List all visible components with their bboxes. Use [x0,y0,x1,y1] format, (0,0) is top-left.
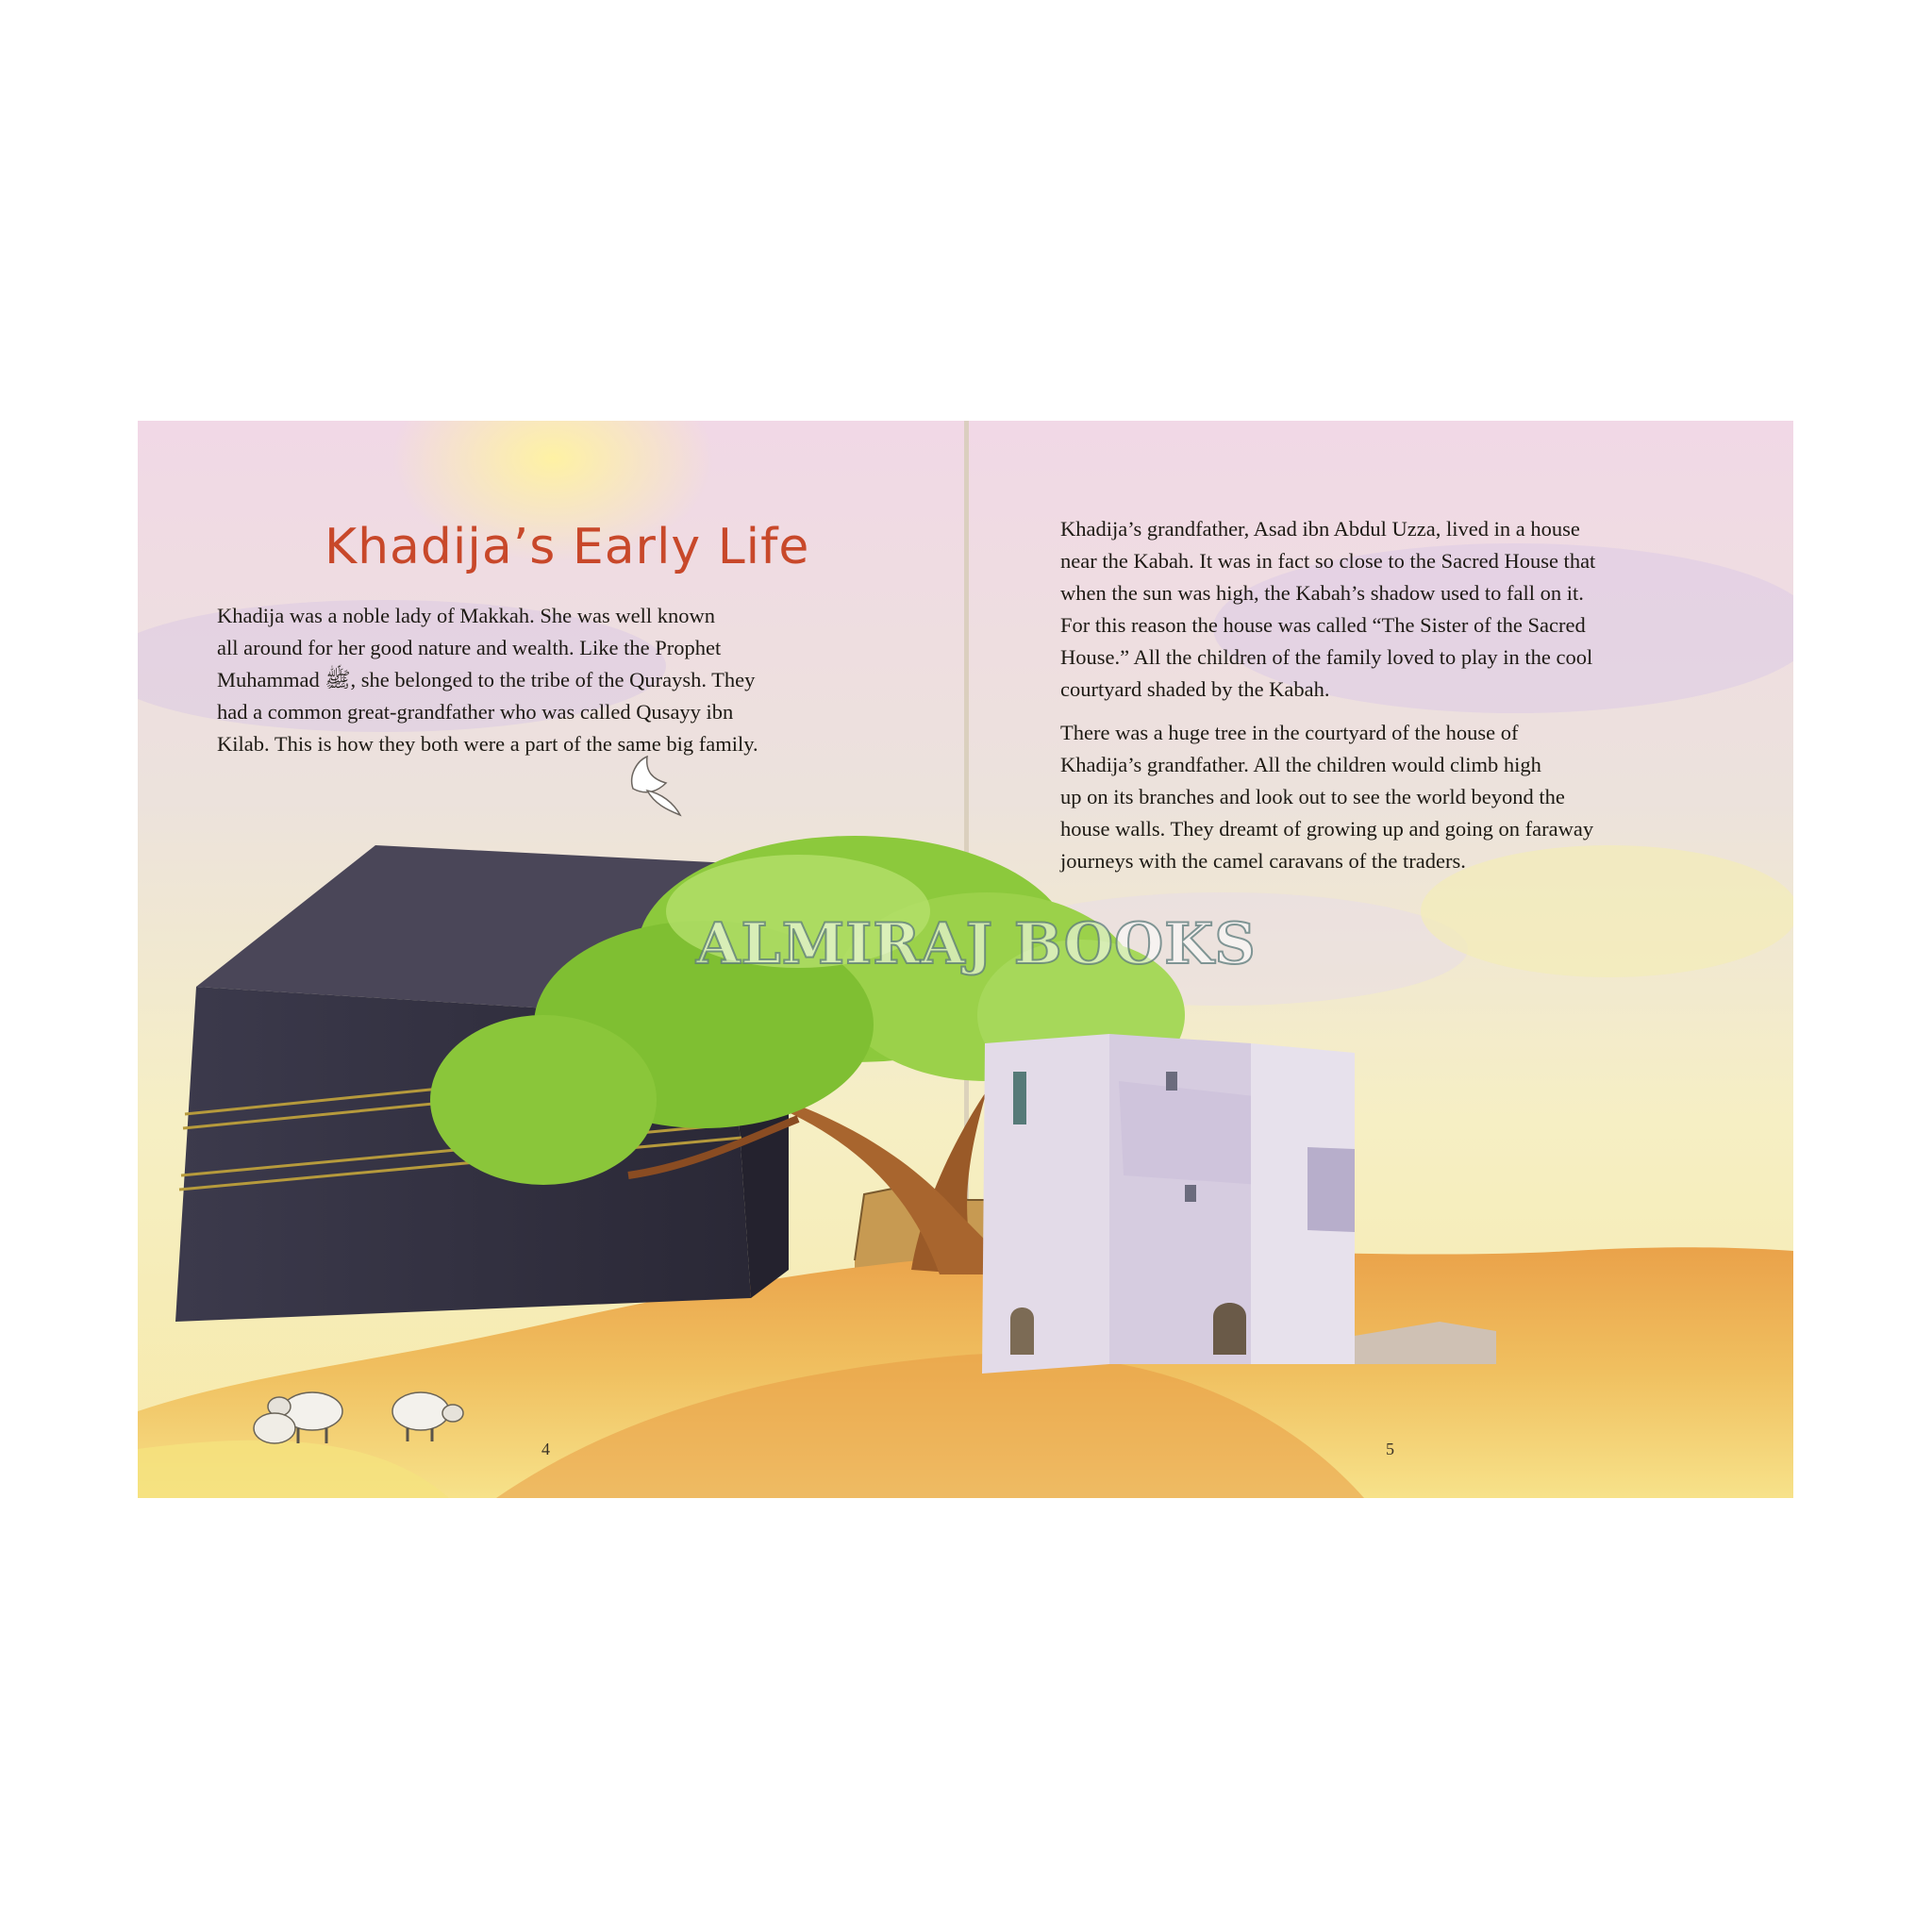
right-page-paragraph-2: There was a huge tree in the courtyard of the house of Khadija’s grandfather. All the children would climb high up on its branches and look out to see the world beyond the house walls. They dreamt of growing up and going on faraway journeys with the camel caravans of the traders. [1060,721,1594,873]
page-number-left: 4 [541,1440,550,1458]
left-page-paragraph: Khadija was a noble lady of Makkah. She was well known all around for her good nature and wealth. Like the Prophet Muhammad ﷺ, she belonged to the tribe of the Quraysh. They had a common great-grandfather who was called Qusayy ibn Kilab. This is how they both were a part of the same big family. [217,604,758,756]
right-page-paragraph-1: Khadija’s grandfather, Asad ibn Abdul Uzza, lived in a house near the Kabah. It was in fact so close to the Sacred House that when the sun was high, the Kabah’s shadow used to fall on it. For this reason the house was called “The Sister of the Sacred House.” All the children of the family loved to play in the cool courtyard shaded by the Kabah. [1060,517,1596,701]
page-title: Khadija’s Early Life [325,519,810,575]
watermark-text: ALMIRAJ BOOKS [696,911,1257,977]
page-number-right: 5 [1386,1440,1394,1458]
book-spread [138,421,1793,1498]
